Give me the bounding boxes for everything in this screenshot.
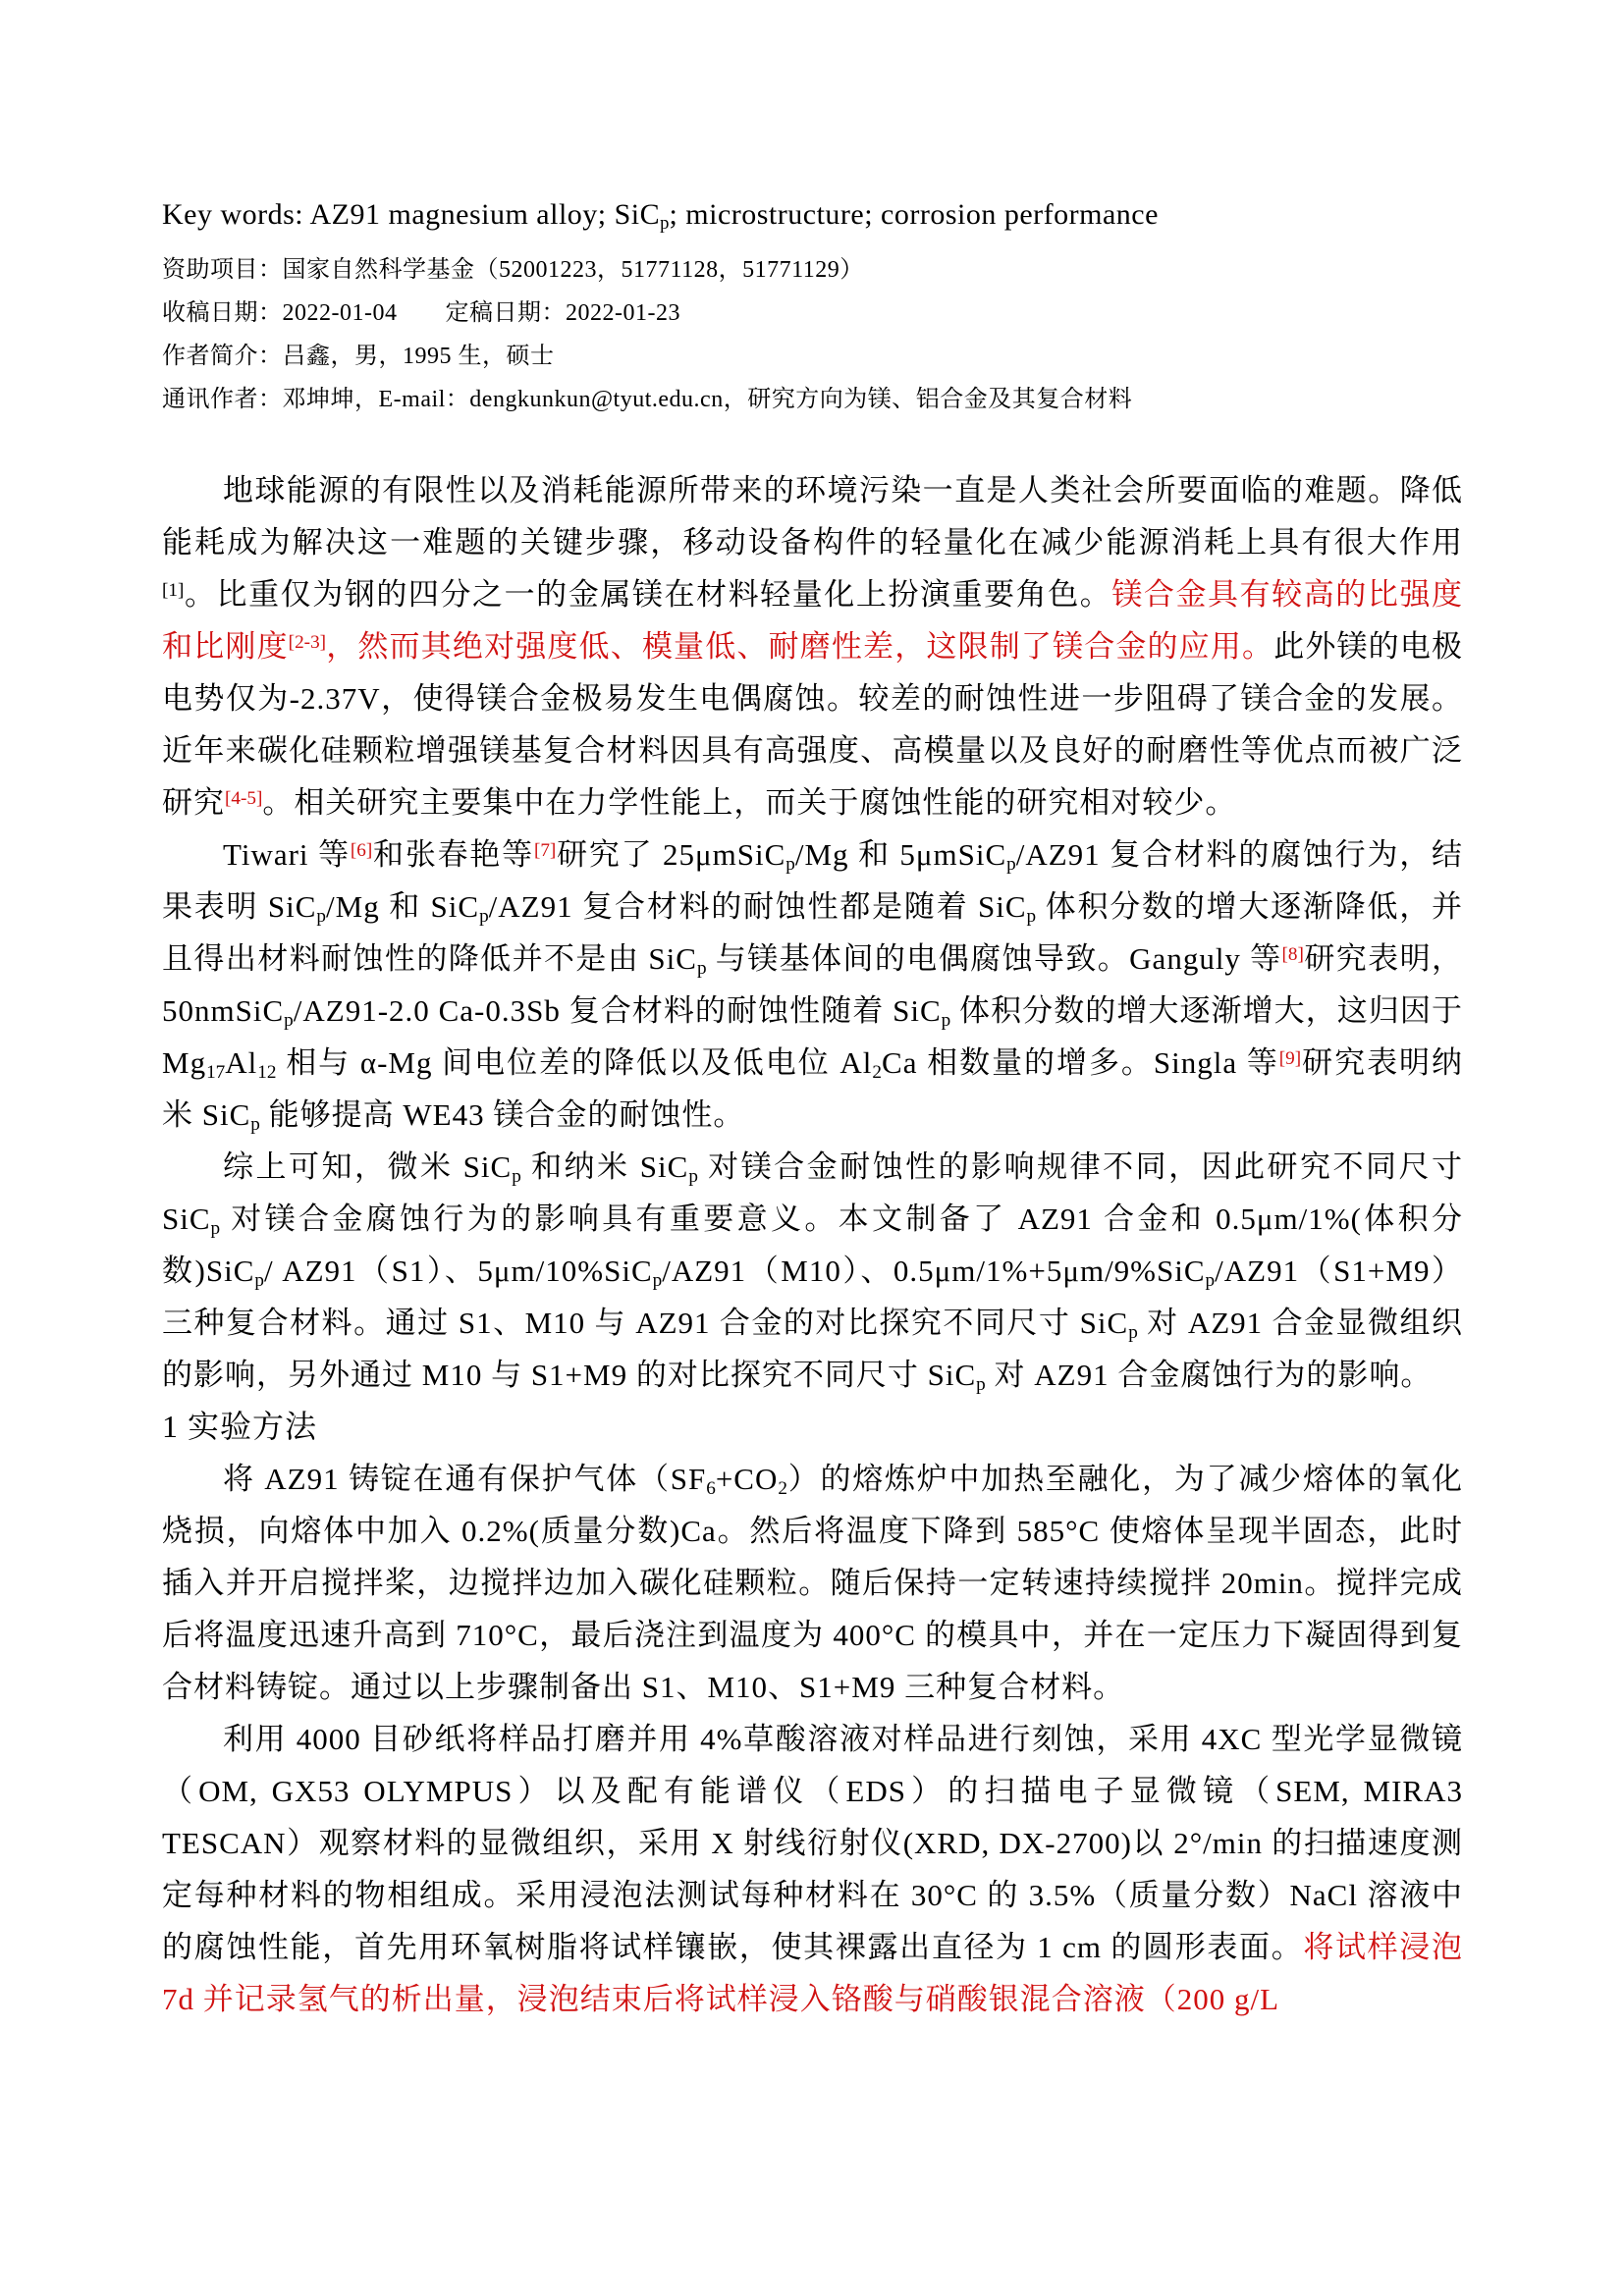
text-run: 镁合金具有较高的比强度和比刚度 xyxy=(162,577,1464,664)
keywords-line xyxy=(162,196,1463,233)
text-run: +CO xyxy=(715,1462,779,1496)
text-run: [9] xyxy=(1278,1048,1302,1069)
text-run: 对镁合金耐蚀性的影响规律不同，因此研究不同尺寸 SiC xyxy=(162,1149,1464,1236)
text-run: / AZ91（S1）、5μm/10%SiC xyxy=(264,1254,653,1288)
text-run: 2 xyxy=(778,1478,787,1499)
text-run: Tiwari 等 xyxy=(223,837,351,872)
text-run: /AZ91（S1+M9）三种复合材料。通过 S1、M10 与 AZ91 合金的对比探究不同尺寸 SiC xyxy=(162,1254,1463,1340)
text-run: 12 xyxy=(257,1062,277,1083)
text-run: 收稿日期：2022-01-04 定稿日期：2022-01-23 xyxy=(162,300,680,326)
text-run: 作者简介：吕鑫，男，1995 生，硕士 xyxy=(162,344,555,369)
text-run: 17 xyxy=(206,1062,226,1083)
text-run: p xyxy=(1128,1322,1138,1343)
meta-block xyxy=(162,248,1463,421)
text-run: 体积分数的增大逐渐降低，并且得出材料耐蚀性的降低并不是由 SiC xyxy=(162,889,1464,976)
text-run: 利用 4000 目砂纸将样品打磨并用 4%草酸溶液对样品进行刻蚀，采用 4XC 型光学显微镜（OM, GX53 OLYMPUS）以及配有能谱仪（EDS）的扫描电子显微镜（SEM, MIRA3 TESCAN）观察材料的显微组织，采用 X 射线衍射仪(XRD, DX-2700)以 2°/min 的扫描速度测定每种材料的物相组成。采用浸泡法测试每种材料在 30°C 的 3.5%（质量分数）NaCl 溶液中的腐蚀性能，首先用环氧树脂将试样镶嵌，使其裸露出直径为 1 cm 的圆形表面。 xyxy=(162,1722,1463,1964)
text-run: p xyxy=(1026,906,1037,927)
text-run: 此外镁的电极电势仅为-2.37V，使得镁合金极易发生电偶腐蚀。较差的耐蚀性进一步阻碍了镁合金的发展。近年来碳化硅颗粒增强镁基复合材料因具有高强度、高模量以及良好的耐磨性等优点而被广泛研究 xyxy=(162,629,1464,820)
text-run: Key words: AZ91 magnesium alloy; SiC xyxy=(162,198,661,231)
text-run: ，然而其绝对强度低、模量低、耐磨性差，这限制了镁合金的应用。 xyxy=(326,629,1274,664)
text-run: p xyxy=(696,958,707,979)
text-run: p xyxy=(512,1166,521,1187)
text-run: 对 AZ91 合金腐蚀行为的影响。 xyxy=(985,1358,1433,1392)
text-run: /AZ91（M10）、0.5μm/1%+5μm/9%SiC xyxy=(662,1254,1206,1288)
text-run: 将 AZ91 铸锭在通有保护气体（SF xyxy=(223,1462,707,1496)
text-run: 。比重仅为钢的四分之一的金属镁在材料轻量化上扮演重要角色。 xyxy=(184,577,1112,612)
text-run: [1] xyxy=(162,580,185,601)
text-run: ; microstructure; corrosion performance xyxy=(669,198,1159,231)
text-run: 体积分数的增大逐渐增大，这归因于 Mg xyxy=(162,993,1463,1080)
text-run: 1 实验方法 xyxy=(162,1409,318,1444)
text-run: 对 AZ91 合金显微组织的影响，另外通过 M10 与 S1+M9 的对比探究不同尺寸 SiC xyxy=(162,1306,1463,1392)
text-run: 相与 α-Mg 间电位差的降低以及低电位 Al xyxy=(276,1045,873,1080)
text-run: p xyxy=(210,1218,221,1239)
paragraph xyxy=(162,1453,1463,1713)
text-run: p xyxy=(688,1166,698,1187)
author-bio-line xyxy=(162,335,1463,378)
text-run: 通讯作者：邓坤坤，E-mail：dengkunkun@tyut.edu.cn，研究方向为镁、铝合金及其复合材料 xyxy=(162,387,1133,412)
text-run: [8] xyxy=(1281,944,1304,965)
text-run: 。相关研究主要集中在力学性能上，而关于腐蚀性能的研究相对较少。 xyxy=(262,785,1237,820)
text-run: [4-5] xyxy=(225,788,263,809)
text-run: 和纳米 SiC xyxy=(520,1149,689,1184)
paragraph xyxy=(162,1713,1463,2025)
text-run: 综上可知，微米 SiC xyxy=(223,1149,513,1184)
text-run: 研究表明，50nmSiC xyxy=(162,941,1464,1028)
text-run: p xyxy=(284,1010,294,1031)
text-run: Al xyxy=(225,1045,258,1080)
text-run: 和张春艳等 xyxy=(372,837,534,872)
text-run: p xyxy=(660,213,670,234)
text-run: 能够提高 WE43 镁合金的耐蚀性。 xyxy=(259,1097,745,1132)
text-run: [2-3] xyxy=(288,632,327,653)
text-run: p xyxy=(250,1114,260,1135)
dates-line xyxy=(162,292,1463,335)
text-run: /AZ91-2.0 Ca-0.3Sb 复合材料的耐蚀性随着 SiC xyxy=(293,993,942,1028)
text-run: 2 xyxy=(872,1062,883,1083)
corresponding-author-line xyxy=(162,378,1463,421)
text-run: p xyxy=(1205,1270,1216,1291)
text-run: p xyxy=(785,854,795,875)
text-run: [6] xyxy=(350,840,373,861)
section-heading xyxy=(162,1401,1463,1453)
body-text xyxy=(162,464,1463,2025)
text-run: 资助项目：国家自然科学基金（52001223，51771128，51771129） xyxy=(162,257,864,283)
text-run: [7] xyxy=(533,840,557,861)
funding-line xyxy=(162,248,1463,292)
text-run: 6 xyxy=(706,1478,716,1499)
text-run: 研究表明纳米 SiC xyxy=(162,1045,1463,1132)
paragraph xyxy=(162,1141,1463,1401)
text-run: Ca 相数量的增多。Singla 等 xyxy=(882,1045,1279,1080)
text-run: 与镁基体间的电偶腐蚀导致。Ganguly 等 xyxy=(706,941,1282,976)
text-run: 地球能源的有限性以及消耗能源所带来的环境污染一直是人类社会所要面临的难题。降低能耗成为解决这一难题的关键步骤，移动设备构件的轻量化在减少能源消耗上具有很大作用 xyxy=(162,473,1463,560)
text-run: /AZ91 复合材料的耐蚀性都是随着 SiC xyxy=(488,889,1027,924)
text-run: /Mg 和 5μmSiC xyxy=(794,837,1007,872)
text-run: ）的熔炼炉中加热至融化，为了减少熔体的氧化烧损，向熔体中加入 0.2%(质量分数)Ca。然后将温度下降到 585°C 使熔体呈现半固态，此时插入并开启搅拌桨，边搅拌边加入碳化硅颗粒。随后保持一定转速持续搅拌 20min。搅拌完成后将温度迅速升高到 710°C，最后浇注到温度为 400°C 的模具中，并在一定压力下凝固得到复合材料铸锭。通过以上步骤制备出 S1、M10、S1+M9 三种复合材料。 xyxy=(162,1462,1463,1704)
text-run: p xyxy=(479,906,489,927)
text-run: /AZ91 复合材料的腐蚀行为，结果表明 SiC xyxy=(162,837,1463,924)
text-run: p xyxy=(1006,854,1016,875)
text-run: 将试样浸泡 7d 并记录氢气的析出量，浸泡结束后将试样浸入铬酸与硝酸银混合溶液（200 g/L xyxy=(162,1930,1463,2016)
text-run: p xyxy=(976,1374,986,1395)
paragraph xyxy=(162,828,1463,1141)
text-run: 对镁合金腐蚀行为的影响具有重要意义。本文制备了 AZ91 合金和 0.5μm/1%(体积分数)SiC xyxy=(162,1201,1463,1288)
text-run: p xyxy=(652,1270,663,1291)
paragraph xyxy=(162,464,1463,828)
text-run: 研究了 25μmSiC xyxy=(556,837,786,872)
text-run: p xyxy=(941,1010,951,1031)
text-run: p xyxy=(316,906,327,927)
text-run: p xyxy=(254,1270,264,1291)
text-run: /Mg 和 SiC xyxy=(326,889,480,924)
text-column xyxy=(162,196,1463,2025)
